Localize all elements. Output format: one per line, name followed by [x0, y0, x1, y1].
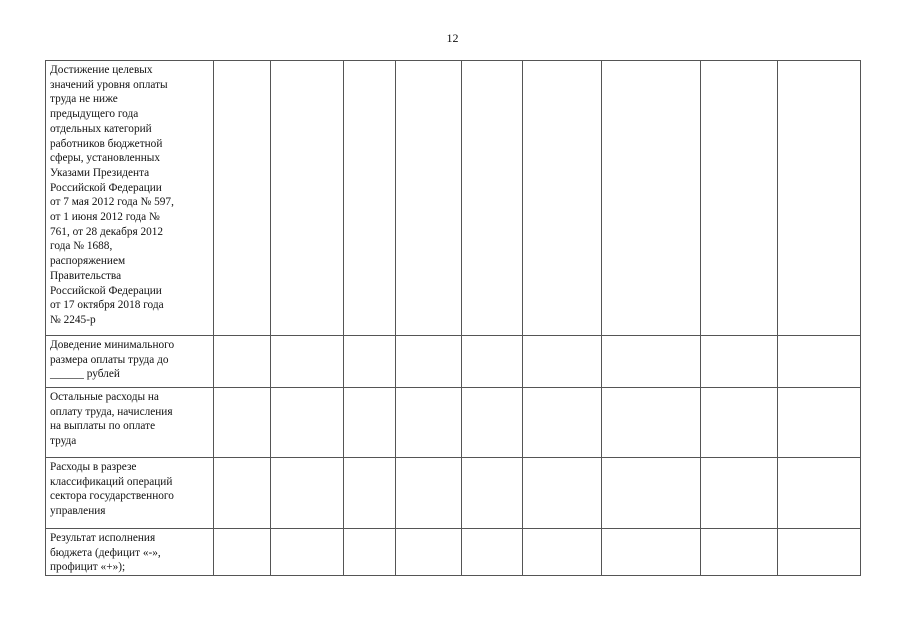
empty-cell [396, 61, 462, 336]
table-row [46, 458, 861, 529]
empty-cell [396, 336, 462, 388]
empty-cell [523, 529, 602, 576]
empty-cell [778, 336, 861, 388]
table-row [46, 388, 861, 458]
empty-cell [701, 388, 778, 458]
row-label: Доведение минимального размера оплаты труда до ______ рублей [46, 336, 214, 388]
empty-cell [523, 61, 602, 336]
empty-cell [214, 336, 271, 388]
empty-cell [271, 388, 344, 458]
empty-cell [602, 388, 701, 458]
empty-cell [344, 529, 396, 576]
empty-cell [396, 388, 462, 458]
empty-cell [701, 61, 778, 336]
empty-cell [396, 458, 462, 529]
empty-cell [778, 458, 861, 529]
empty-cell [602, 529, 701, 576]
empty-cell [462, 529, 523, 576]
empty-cell [214, 529, 271, 576]
empty-cell [462, 388, 523, 458]
table-row [46, 61, 861, 336]
empty-cell [271, 529, 344, 576]
empty-cell [778, 388, 861, 458]
empty-cell [778, 61, 861, 336]
empty-cell [701, 458, 778, 529]
empty-cell [271, 458, 344, 529]
row-label: Расходы в разрезе классификаций операций сектора государственного управления [46, 458, 214, 529]
empty-cell [344, 61, 396, 336]
empty-cell [214, 458, 271, 529]
empty-cell [523, 336, 602, 388]
empty-cell [271, 61, 344, 336]
empty-cell [778, 529, 861, 576]
page-number: 12 [446, 31, 459, 45]
empty-cell [396, 529, 462, 576]
budget-table [45, 60, 861, 576]
empty-cell [344, 388, 396, 458]
empty-cell [214, 61, 271, 336]
empty-cell [602, 458, 701, 529]
row-label: Остальные расходы на оплату труда, начисления на выплаты по оплате труда [46, 388, 214, 458]
empty-cell [602, 336, 701, 388]
empty-cell [701, 336, 778, 388]
table-row [46, 529, 861, 576]
empty-cell [462, 61, 523, 336]
empty-cell [602, 61, 701, 336]
empty-cell [271, 336, 344, 388]
empty-cell [214, 388, 271, 458]
empty-cell [462, 336, 523, 388]
empty-cell [523, 388, 602, 458]
empty-cell [344, 458, 396, 529]
empty-cell [701, 529, 778, 576]
empty-cell [523, 458, 602, 529]
row-label: Достижение целевых значений уровня оплаты труда не ниже предыдущего года отдельных категорий работников бюджетной сферы, установленных Указами Президента Российской Федерации от 7 мая 2012 года № 597, от 1 июня 2012 года № 761, от 28 декабря 2012 года № 1688, распоряжением Правительства Российской Федерации от 17 октября 2018 года № 2245-р [46, 61, 214, 336]
row-label: Результат исполнения бюджета (дефицит «-», профицит «+»); [46, 529, 214, 576]
empty-cell [344, 336, 396, 388]
table-row [46, 336, 861, 388]
empty-cell [462, 458, 523, 529]
